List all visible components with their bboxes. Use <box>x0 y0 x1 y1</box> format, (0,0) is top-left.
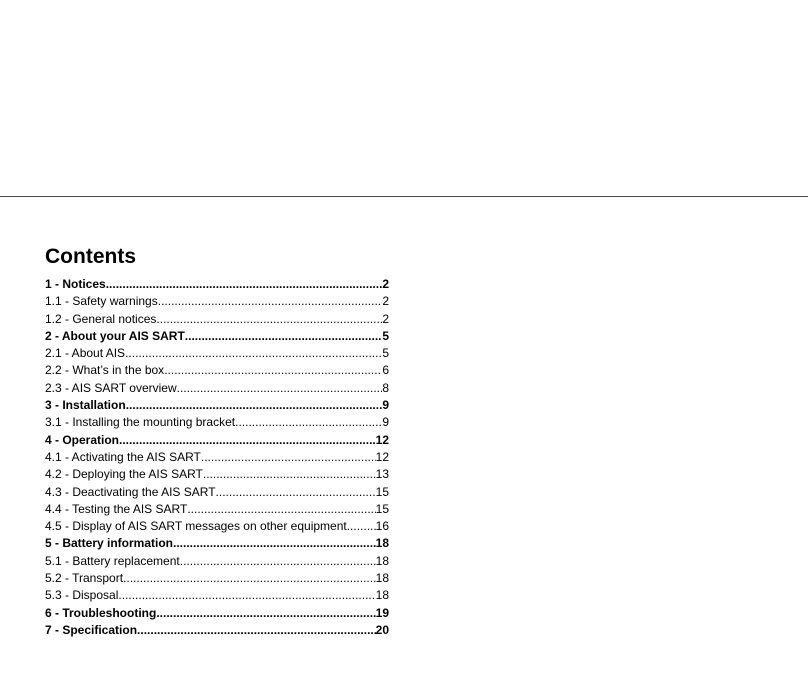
toc-entry-page-number: 5 <box>382 346 389 361</box>
toc-dot-leader <box>216 484 376 501</box>
toc-entry-page-number: 18 <box>375 553 389 568</box>
toc-entry-title: 4.1 - Activating the AIS SART <box>45 449 201 464</box>
toc-entry-title: 5.2 - Transport <box>45 571 124 586</box>
toc-entry-title: 4.5 - Display of AIS SART messages on other equipment <box>45 519 347 534</box>
toc-entry-title: 5.1 - Battery replacement <box>45 553 180 568</box>
toc-entry-title: 1 - Notices <box>45 277 106 291</box>
toc-entry-title: 4.4 - Testing the AIS SART <box>45 501 188 516</box>
toc-dot-leader <box>180 553 376 570</box>
toc-entry-page-number: 5 <box>382 328 389 343</box>
toc-subsection-entry[interactable] <box>45 501 389 518</box>
toc-entry-title: 4.2 - Deploying the AIS SART <box>45 467 203 482</box>
toc-dot-leader <box>201 449 376 466</box>
toc-entry-page-number: 12 <box>375 432 389 447</box>
toc-entry-page-number: 2 <box>382 294 389 309</box>
toc-subsection-entry[interactable] <box>45 484 389 501</box>
toc-dot-leader <box>119 432 376 449</box>
toc-entry-title: 5 - Battery information <box>45 536 174 551</box>
toc-entry-page-number: 2 <box>382 311 389 326</box>
toc-entry-page-number: 8 <box>382 380 389 395</box>
toc-dot-leader <box>158 293 383 310</box>
toc-subsection-entry[interactable] <box>45 293 389 310</box>
toc-subsection-entry[interactable] <box>45 570 389 587</box>
toc-dot-leader <box>187 501 375 518</box>
toc-entry-page-number: 12 <box>375 449 389 464</box>
toc-entry-page-number: 13 <box>375 467 389 482</box>
toc-entry-title: 7 - Specification <box>45 622 138 637</box>
toc-dot-leader <box>235 414 382 431</box>
toc-entry-title: 6 - Troubleshooting <box>45 605 157 620</box>
toc-dot-leader <box>185 328 383 345</box>
toc-entry-title: 2.2 - What’s in the box <box>45 363 165 378</box>
toc-entry-title: 1.1 - Safety warnings <box>45 294 158 309</box>
toc-entry-page-number: 9 <box>382 398 389 413</box>
toc-entry-title: 2.3 - AIS SART overview <box>45 380 177 395</box>
toc-entry-title: 1.2 - General notices <box>45 311 157 326</box>
contents-heading: Contents <box>45 245 136 269</box>
toc-dot-leader <box>125 345 382 362</box>
toc-section-entry[interactable] <box>45 397 389 414</box>
toc-section-entry[interactable] <box>45 276 389 293</box>
toc-section-entry[interactable] <box>45 328 389 345</box>
toc-entry-title: 3.1 - Installing the mounting bracket <box>45 415 236 430</box>
toc-subsection-entry[interactable] <box>45 345 389 362</box>
toc-dot-leader <box>126 397 383 414</box>
toc-section-entry[interactable] <box>45 432 389 449</box>
table-of-contents <box>45 276 389 639</box>
toc-dot-leader <box>118 587 375 604</box>
header-divider <box>0 196 808 197</box>
toc-entry-page-number: 2 <box>382 277 389 291</box>
toc-dot-leader <box>156 605 375 622</box>
toc-dot-leader <box>106 276 383 293</box>
toc-entry-title: 5.3 - Disposal <box>45 588 119 603</box>
toc-dot-leader <box>137 622 376 639</box>
toc-entry-page-number: 9 <box>382 415 389 430</box>
toc-section-entry[interactable] <box>45 622 389 639</box>
toc-entry-title: 3 - Installation <box>45 398 126 413</box>
toc-entry-title: 2.1 - About AIS <box>45 346 126 361</box>
toc-dot-leader <box>123 570 376 587</box>
toc-entry-page-number: 20 <box>375 622 389 637</box>
toc-dot-leader <box>203 466 376 483</box>
toc-subsection-entry[interactable] <box>45 518 389 535</box>
toc-entry-page-number: 15 <box>375 484 389 499</box>
toc-subsection-entry[interactable] <box>45 449 389 466</box>
toc-subsection-entry[interactable] <box>45 380 389 397</box>
toc-entry-title: 4.3 - Deactivating the AIS SART <box>45 484 216 499</box>
toc-entry-page-number: 18 <box>375 536 389 551</box>
toc-subsection-entry[interactable] <box>45 553 389 570</box>
toc-subsection-entry[interactable] <box>45 466 389 483</box>
toc-entry-title: 2 - About your AIS SART <box>45 328 185 343</box>
toc-dot-leader <box>164 362 382 379</box>
toc-dot-leader <box>156 311 382 328</box>
toc-section-entry[interactable] <box>45 605 389 622</box>
toc-entry-page-number: 18 <box>375 588 389 603</box>
toc-dot-leader <box>177 380 383 397</box>
toc-subsection-entry[interactable] <box>45 362 389 379</box>
toc-section-entry[interactable] <box>45 535 389 552</box>
toc-entry-page-number: 6 <box>382 363 389 378</box>
toc-subsection-entry[interactable] <box>45 311 389 328</box>
toc-dot-leader <box>173 535 376 552</box>
toc-entry-title: 4 - Operation <box>45 432 120 447</box>
toc-subsection-entry[interactable] <box>45 587 389 604</box>
toc-entry-page-number: 18 <box>375 571 389 586</box>
toc-subsection-entry[interactable] <box>45 414 389 431</box>
toc-entry-page-number: 19 <box>375 605 389 620</box>
toc-entry-page-number: 15 <box>375 501 389 516</box>
toc-entry-page-number: 16 <box>375 519 389 534</box>
toc-dot-leader <box>347 518 376 535</box>
